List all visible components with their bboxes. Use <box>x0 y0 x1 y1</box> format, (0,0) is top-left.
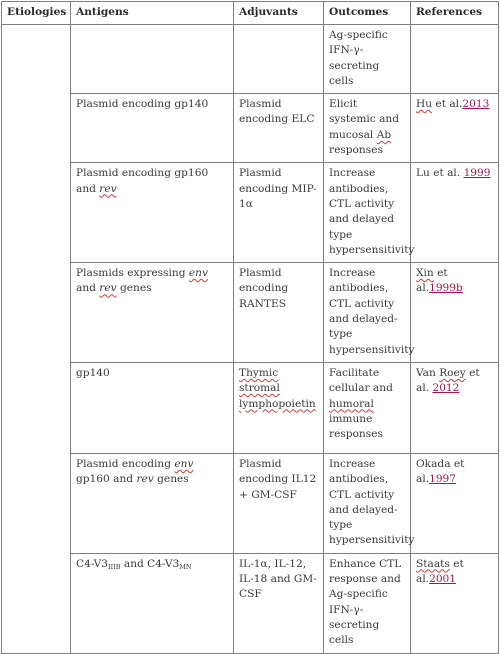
adjuvant-cell: IL-1α, IL-12, IL-18 and GM-CSF <box>234 553 324 653</box>
reference-cell: Van Roey et al. 2012 <box>411 362 499 453</box>
reference-cell: Lu et al. 1999 <box>411 163 499 263</box>
adjuvant-cell <box>234 25 324 94</box>
antigen-cell: Plasmid encoding gp140 <box>71 94 234 163</box>
header-references: References <box>411 2 499 25</box>
header-adjuvants: Adjuvants <box>234 2 324 25</box>
antigen-cell: Plasmids expressing env and rev genes <box>71 263 234 363</box>
etiology-cell <box>2 25 71 654</box>
antigen-cell: Plasmid encoding gp160 and rev <box>71 163 234 263</box>
reference-cell: Staats et al.2001 <box>411 553 499 653</box>
outcome-cell: Increase antibodies, CTL activity and delayed-type hypersensitivity <box>324 453 411 553</box>
adjuvant-cell: Plasmid encoding RANTES <box>234 263 324 363</box>
header-outcomes: Outcomes <box>324 2 411 25</box>
reference-year-link[interactable]: 2012 <box>432 382 460 395</box>
outcome-cell: Elicit systemic and mucosal Ab responses <box>324 94 411 163</box>
reference-cell <box>411 25 499 94</box>
reference-cell: Xin et al.1999b <box>411 263 499 363</box>
header-row <box>2 2 499 25</box>
table-row <box>2 25 499 94</box>
reference-year-link[interactable]: 1999 <box>463 167 491 180</box>
outcome-cell: Increase antibodies, CTL activity and delayed-type hypersensitivity <box>324 263 411 363</box>
outcome-cell: Ag-specific IFN-γ-secreting cells <box>324 25 411 94</box>
table-row <box>2 94 499 163</box>
outcome-cell: Facilitate cellular and humoral immune responses <box>324 362 411 453</box>
adjuvant-cell: Thymic stromal lymphopoietin <box>234 362 324 453</box>
antigen-cell <box>71 25 234 94</box>
antigen-cell: Plasmid encoding env gp160 and rev genes <box>71 453 234 553</box>
reference-cell: Okada et al.1997 <box>411 453 499 553</box>
table-row <box>2 163 499 263</box>
table-row <box>2 362 499 453</box>
antigen-cell: $C4-V3_{IIIB}$ and $C4-V3_{MN}$ <box>71 553 234 653</box>
table-row <box>2 453 499 553</box>
adjuvant-cell: Plasmid encoding ELC <box>234 94 324 163</box>
etiologies-table <box>1 1 499 654</box>
reference-cell: Hu et al.2013 <box>411 94 499 163</box>
table-row <box>2 263 499 363</box>
reference-year-link[interactable]: 2001 <box>429 573 457 586</box>
antigen-cell: gp140 <box>71 362 234 453</box>
outcome-cell: Enhance CTL response and Ag-specific IFN-γ-secreting cells <box>324 553 411 653</box>
adjuvant-cell: Plasmid encoding MIP-1α <box>234 163 324 263</box>
header-antigens: Antigens <box>71 2 234 25</box>
outcome-cell: Increase antibodies, CTL activity and delayed type hypersensitivity <box>324 163 411 263</box>
header-etiologies: Etiologies <box>2 2 71 25</box>
table-row <box>2 553 499 653</box>
reference-year-link[interactable]: 1997 <box>429 473 457 486</box>
reference-year-link[interactable]: 2013 <box>462 98 490 111</box>
adjuvant-cell: Plasmid encoding IL12 + GM-CSF <box>234 453 324 553</box>
reference-year-link[interactable]: 1999b <box>429 282 463 295</box>
